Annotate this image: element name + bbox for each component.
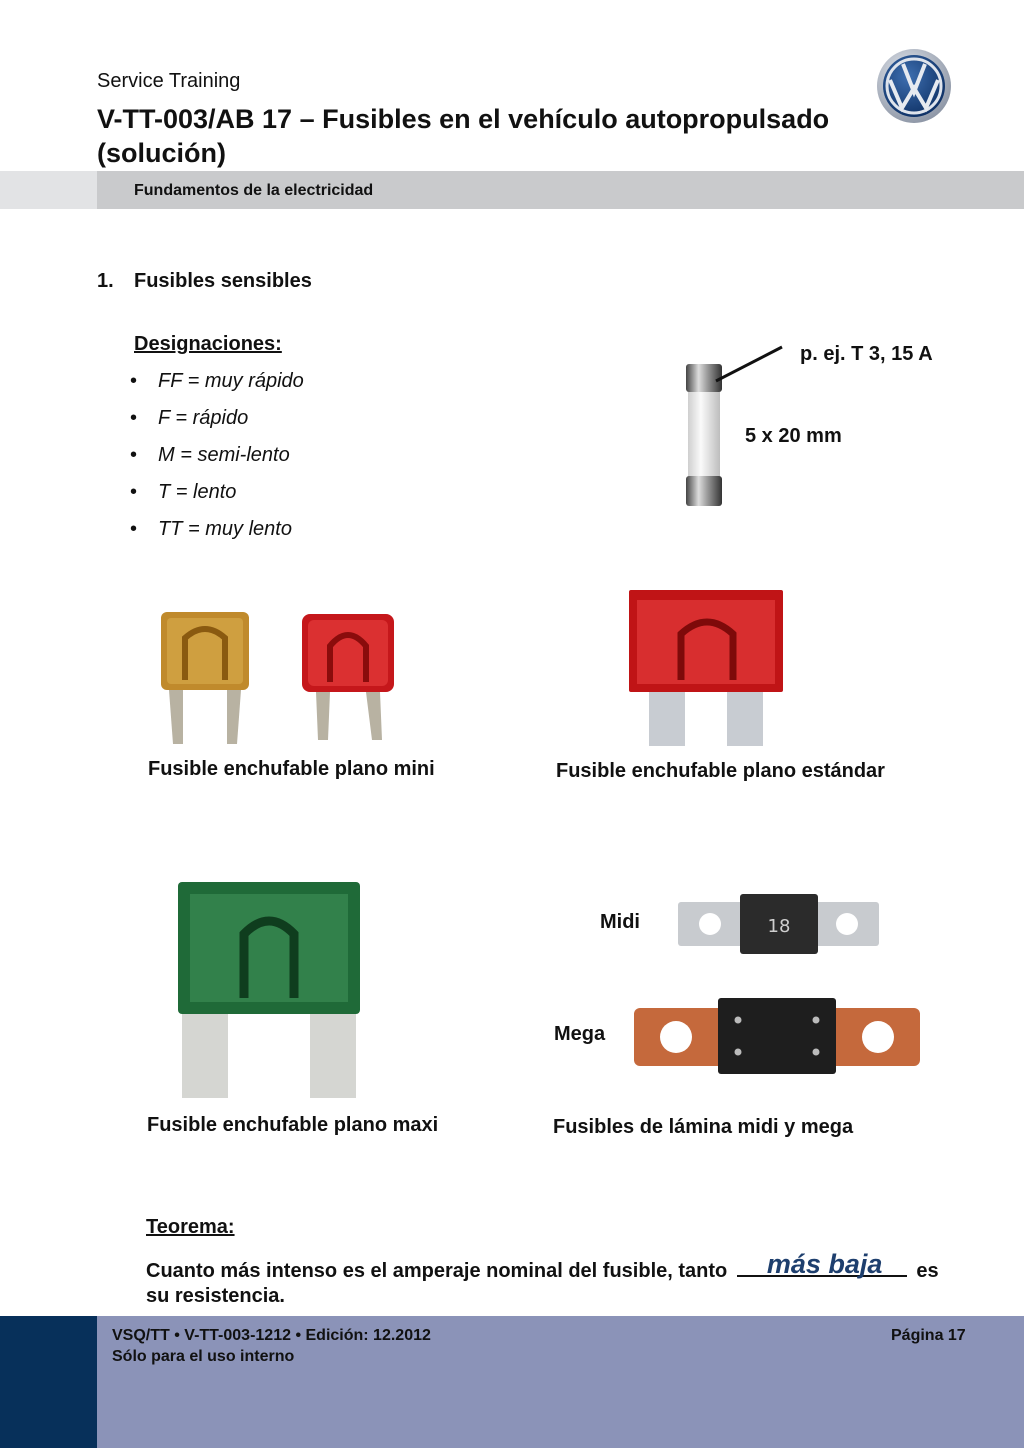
- mega-fuse-image: [632, 994, 922, 1078]
- caption-strip: Fusibles de lámina midi y mega: [553, 1116, 854, 1138]
- list-item: • T = lento: [130, 481, 237, 503]
- maxi-fuse-image: [176, 880, 362, 1100]
- answer-blank: [737, 1249, 907, 1279]
- cartridge-rating-label: p. ej. T 3, 15 A: [800, 343, 933, 365]
- page-title: V-TT-003/AB 17 – Fusibles en el vehículo autopropulsado (solución): [97, 104, 830, 168]
- theorem-statement: [146, 1249, 966, 1309]
- midi-label: Midi: [600, 911, 640, 933]
- mini-fuse-red-image: [296, 612, 400, 742]
- caption-mini: Fusible enchufable plano mini: [148, 758, 435, 780]
- theorem-text-after: es: [916, 1260, 939, 1282]
- list-item: • M = semi-lento: [130, 444, 290, 466]
- theorem-text-line2: su resistencia.: [146, 1285, 285, 1307]
- designations-list: [130, 368, 304, 553]
- footer-document-id: VSQ/TT • V-TT-003-1212 • Edición: 12.2012: [112, 1327, 431, 1344]
- question-number: 1.: [97, 270, 114, 292]
- midi-fuse-image: [676, 892, 881, 956]
- leader-line: [714, 345, 784, 385]
- designations-heading: Designaciones:: [134, 333, 282, 355]
- list-item: • F = rápido: [130, 407, 249, 429]
- question-title: Fusibles sensibles: [134, 270, 312, 292]
- section-band-left: [0, 171, 97, 209]
- cartridge-size-label: 5 x 20 mm: [745, 425, 842, 447]
- list-item: • FF = muy rápido: [130, 370, 304, 392]
- page-number: Página 17: [891, 1327, 966, 1344]
- caption-standard: Fusible enchufable plano estándar: [556, 760, 885, 782]
- standard-fuse-image: [627, 588, 785, 748]
- vw-logo: [876, 48, 952, 124]
- theorem-text-before: Cuanto más intenso es el amperaje nominal del fusible, tanto: [146, 1260, 728, 1282]
- mega-label: Mega: [554, 1023, 606, 1045]
- header-kicker: Service Training: [97, 70, 241, 92]
- footer-accent: [0, 1316, 97, 1448]
- theorem-answer: más baja: [766, 1249, 883, 1279]
- section-band-text: Fundamentos de la electricidad: [134, 182, 374, 199]
- theorem-heading: Teorema:: [146, 1216, 235, 1238]
- mini-fuse-amber-image: [155, 610, 255, 750]
- svg-text:18: 18: [767, 916, 791, 937]
- caption-maxi: Fusible enchufable plano maxi: [147, 1114, 439, 1136]
- footer-internal-use: Sólo para el uso interno: [112, 1348, 295, 1365]
- list-item: • TT = muy lento: [130, 518, 292, 540]
